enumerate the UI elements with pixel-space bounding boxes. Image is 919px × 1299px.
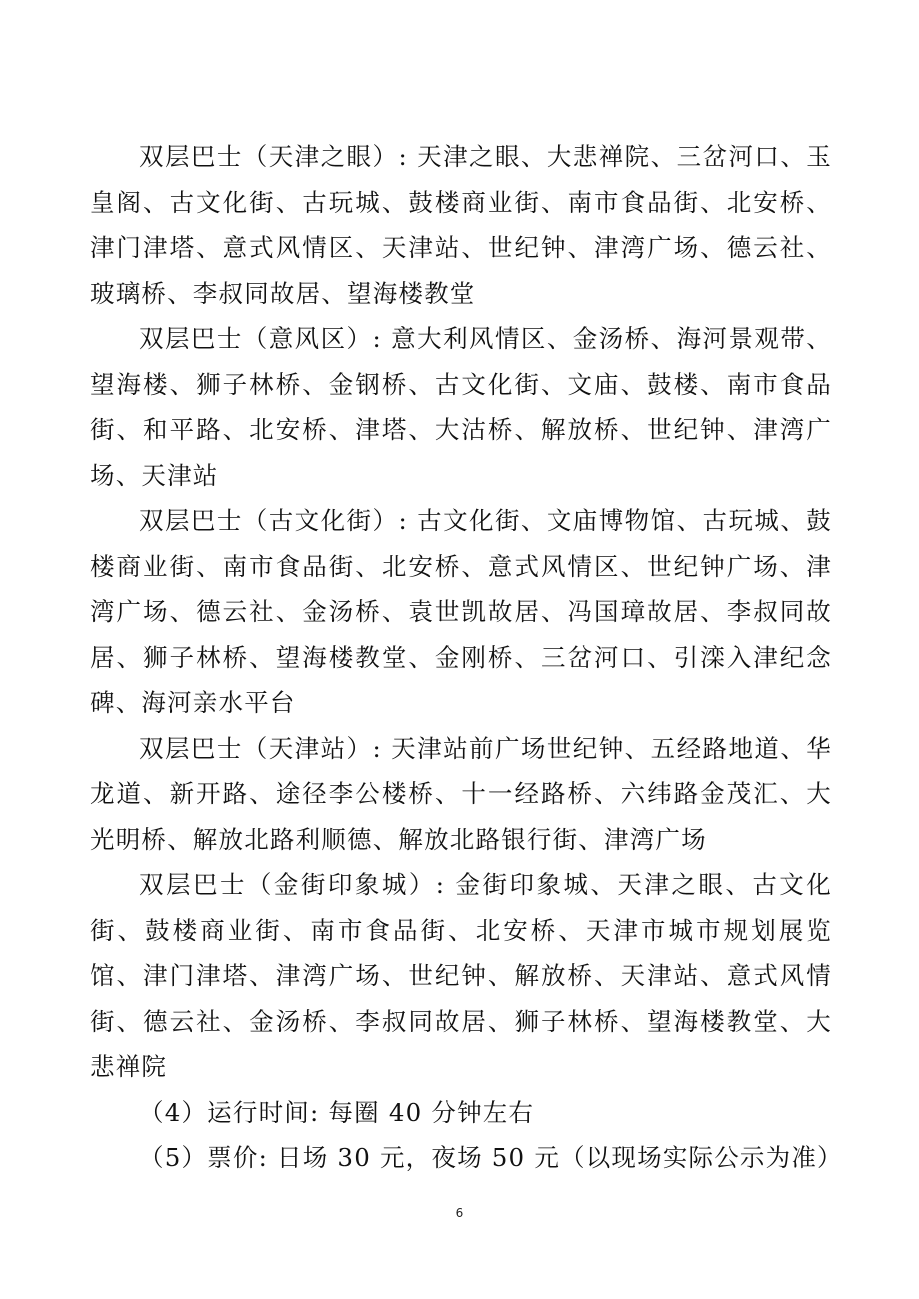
route-italian-style-district: 双层巴士（意风区）: 意大利风情区、金汤桥、海河景观带、望海楼、狮子林桥、金钢桥、古文化街、文庙、鼓楼、南市食品街、和平路、北安桥、津塔、大沽桥、解放桥、世纪钟、津湾广场、天津站 (90, 324, 832, 490)
route-jinjie-impression-city: 双层巴士（金街印象城）: 金街印象城、天津之眼、古文化街、鼓楼商业街、南市食品街、北安桥、天津市城市规划展览馆、津门津塔、津湾广场、世纪钟、解放桥、天津站、意式风情街、德云社、金汤桥、李叔同故居、狮子林桥、望海楼教堂、大悲禅院 (90, 870, 832, 1081)
operating-time: （4）运行时间: 每圈 40 分钟左右 (139, 1097, 535, 1127)
route-tianjin-eye: 双层巴士（天津之眼）: 天津之眼、大悲禅院、三岔河口、玉皇阁、古文化街、古玩城、鼓楼商业街、南市食品街、北安桥、津门津塔、意式风情区、天津站、世纪钟、津湾广场、德云社、玻璃桥、李叔同故居、望海楼教堂 (90, 142, 832, 308)
ticket-price: （5）票价: 日场 30 元，夜场 50 元（以现场实际公示为准） (139, 1143, 843, 1172)
document-body (90, 134, 843, 1181)
route-ancient-culture-street: 双层巴士（古文化街）: 古文化街、文庙博物馆、古玩城、鼓楼商业街、南市食品街、北安桥、意式风情区、世纪钟广场、津湾广场、德云社、金汤桥、袁世凯故居、冯国璋故居、李叔同故居、狮子林桥、望海楼教堂、金刚桥、三岔河口、引滦入津纪念碑、海河亲水平台 (90, 506, 832, 717)
page-number: 6 (455, 1206, 464, 1220)
route-tianjin-station: 双层巴士（天津站）: 天津站前广场世纪钟、五经路地道、华龙道、新开路、途径李公楼桥、十一经路桥、六纬路金茂汇、大光明桥、解放北路利顺德、解放北路银行街、津湾广场 (90, 733, 832, 854)
